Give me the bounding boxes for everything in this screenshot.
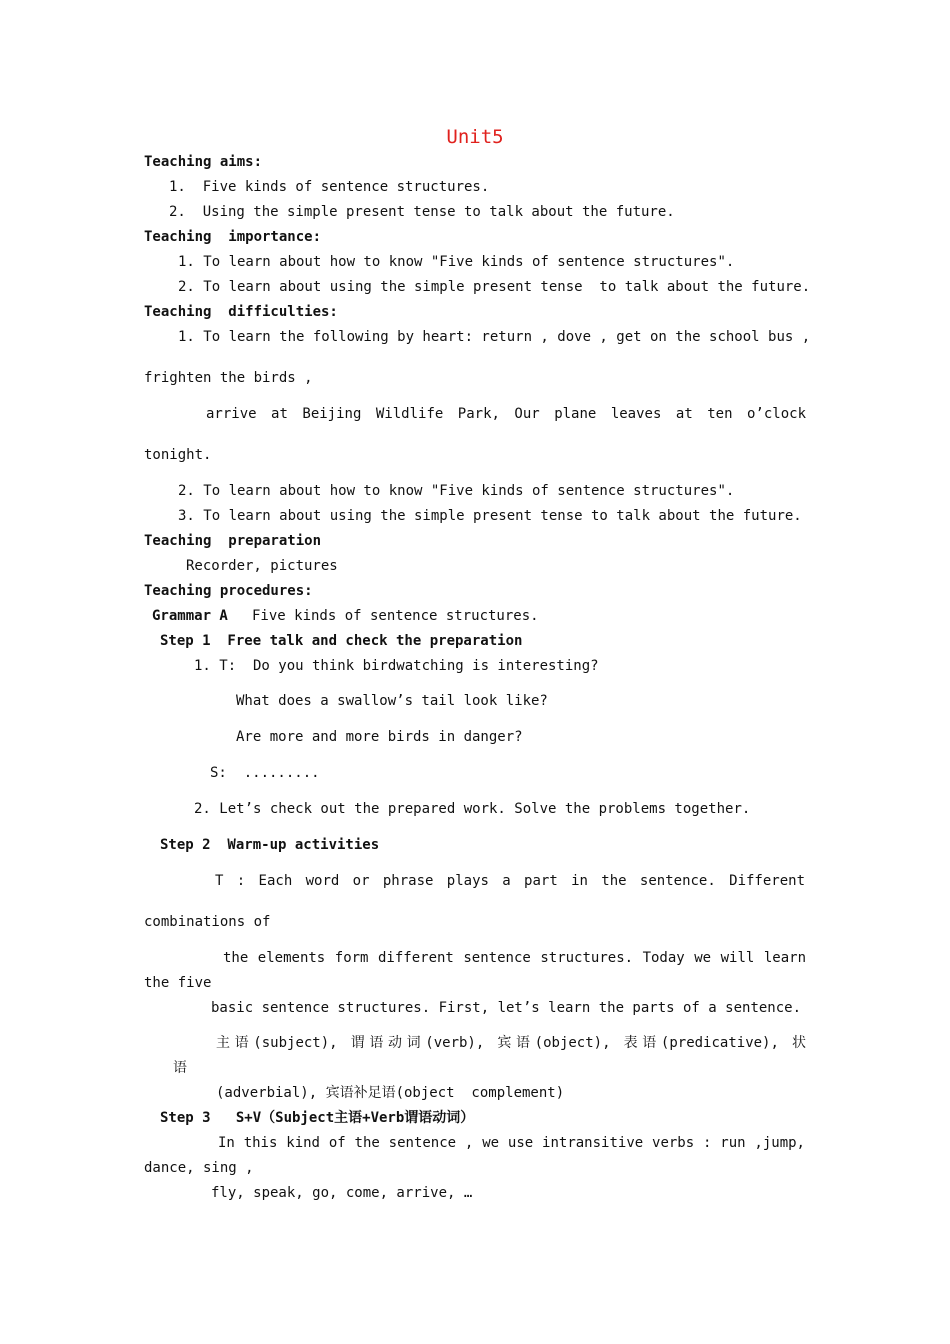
grammar-text: Five kinds of sentence structures. [252, 608, 539, 624]
importance-item-1: 1. To learn about how to know "Five kinds of sentence structures". [178, 254, 735, 270]
importance-item-2: 2. To learn about using the simple present tense to talk about the future. [178, 279, 811, 295]
preparation-heading: Teaching preparation [144, 533, 322, 549]
grammar-label: Grammar A [152, 608, 228, 624]
difficulties-item-1-line-1: 1. To learn the following by heart: return , dove , get on the school bus , [178, 329, 811, 345]
step2-line-2: combinations of [144, 914, 271, 930]
step1-question-3: Are more and more birds in danger? [236, 729, 523, 745]
step2-line-1: T : Each word or phrase plays a part in the sentence. Different [215, 873, 805, 889]
step2-line-6: 主语(subject), 谓语动词(verb), 宾语(object), 表语(predicative), 状 [216, 1035, 806, 1051]
step1-answer: S: ......... [210, 765, 320, 781]
aims-heading: Teaching aims: [144, 154, 263, 170]
step2-line-5: basic sentence structures. First, let’s learn the parts of a sentence. [211, 1000, 802, 1016]
aims-item-2: 2. Using the simple present tense to talk about the future. [169, 204, 675, 220]
step2-heading: Step 2 Warm-up activities [160, 837, 380, 853]
step2-line-7: 语 [173, 1060, 187, 1076]
step3-heading: Step 3 S+V（Subject主语+Verb谓语动词） [160, 1110, 475, 1126]
step3-line-3: fly, speak, go, come, arrive, … [211, 1185, 473, 1201]
step1-heading: Step 1 Free talk and check the preparation [160, 633, 523, 649]
step1-question-1: 1. T: Do you think birdwatching is interesting? [194, 658, 599, 674]
difficulties-item-2: 2. To learn about how to know "Five kinds of sentence structures". [178, 483, 735, 499]
procedures-heading: Teaching procedures: [144, 583, 313, 599]
step2-line-3: the elements form different sentence structures. Today we will learn [223, 950, 806, 966]
aims-item-1: 1. Five kinds of sentence structures. [169, 179, 490, 195]
difficulties-item-3: 3. To learn about using the simple present tense to talk about the future. [178, 508, 802, 524]
step3-line-1: In this kind of the sentence , we use intransitive verbs : run ,jump, [218, 1135, 805, 1151]
step2-line-4: the five [144, 975, 212, 991]
step3-line-2: dance, sing , [144, 1160, 254, 1176]
difficulties-item-1-line-3: arrive at Beijing Wildlife Park, Our plane leaves at ten o’clock [206, 406, 806, 422]
difficulties-heading: Teaching difficulties: [144, 304, 338, 320]
importance-heading: Teaching importance: [144, 229, 322, 245]
step1-item-2: 2. Let’s check out the prepared work. Solve the problems together. [194, 801, 751, 817]
difficulties-item-1-line-2: frighten the birds , [144, 370, 313, 386]
step1-question-2: What does a swallow’s tail look like? [236, 693, 548, 709]
difficulties-item-1-line-4: tonight. [144, 447, 212, 463]
step2-line-8: (adverbial), 宾语补足语(object complement) [216, 1085, 565, 1101]
preparation-text: Recorder, pictures [186, 558, 338, 574]
document-title: Unit5 [446, 126, 504, 148]
